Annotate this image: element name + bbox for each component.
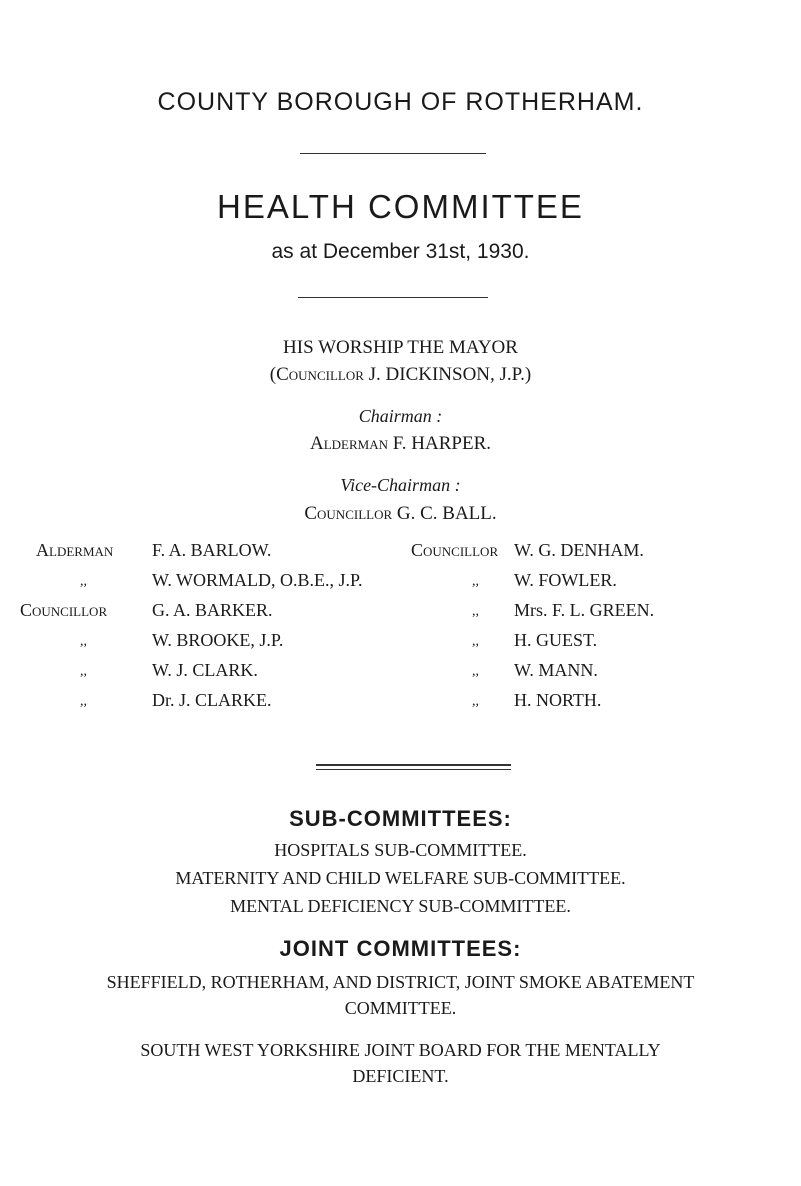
mayor-name: (Councillor J. DICKINSON, J.P.) bbox=[269, 364, 532, 385]
committee-title: HEALTH COMMITTEE bbox=[217, 188, 584, 225]
member-name: F. A. BARLOW. bbox=[152, 540, 272, 560]
vice-chairman-label: Vice-Chairman : bbox=[340, 475, 461, 495]
member-row bbox=[0, 570, 801, 594]
ditto-mark: ,, bbox=[472, 634, 479, 649]
sub-committees-heading: SUB-COMMITTEES: bbox=[289, 806, 512, 831]
mayor-title: HIS WORSHIP THE MAYOR bbox=[283, 337, 518, 358]
member-name: W. J. CLARK. bbox=[152, 660, 258, 680]
member-name: G. A. BARKER. bbox=[152, 600, 273, 620]
chairman-label: Chairman : bbox=[358, 406, 443, 426]
double-divider bbox=[316, 764, 511, 766]
divider bbox=[298, 297, 488, 298]
member-name: Dr. J. CLARKE. bbox=[152, 690, 272, 710]
member-row bbox=[0, 630, 801, 654]
double-divider bbox=[316, 769, 511, 770]
joint-committee-item: SOUTH WEST YORKSHIRE JOINT BOARD FOR THE MENTALLY bbox=[140, 1040, 661, 1060]
member-row bbox=[0, 690, 801, 714]
ditto-mark: ,, bbox=[80, 664, 87, 679]
sub-committee-item: MATERNITY AND CHILD WELFARE SUB-COMMITTEE. bbox=[175, 868, 626, 888]
borough-title: COUNTY BOROUGH OF ROTHERHAM. bbox=[157, 88, 644, 116]
member-row bbox=[0, 600, 801, 624]
ditto-mark: ,, bbox=[80, 574, 87, 589]
ditto-mark: ,, bbox=[80, 694, 87, 709]
member-name: W. MANN. bbox=[514, 660, 598, 680]
member-title: Alderman bbox=[36, 540, 114, 560]
member-title: Councillor bbox=[20, 600, 108, 620]
member-row bbox=[0, 540, 801, 564]
joint-committee-item: COMMITTEE. bbox=[344, 998, 457, 1018]
sub-committee-item: HOSPITALS SUB-COMMITTEE. bbox=[274, 840, 527, 860]
member-row bbox=[0, 660, 801, 684]
member-name: W. G. DENHAM. bbox=[514, 540, 644, 560]
member-title: Councillor bbox=[411, 540, 499, 560]
ditto-mark: ,, bbox=[472, 574, 479, 589]
sub-committee-item: MENTAL DEFICIENCY SUB-COMMITTEE. bbox=[230, 896, 571, 916]
joint-committees-heading: JOINT COMMITTEES: bbox=[279, 936, 522, 961]
joint-committee-item: DEFICIENT. bbox=[352, 1066, 449, 1086]
ditto-mark: ,, bbox=[472, 604, 479, 619]
ditto-mark: ,, bbox=[472, 664, 479, 679]
chairman-name: Alderman F. HARPER. bbox=[309, 433, 491, 454]
joint-committee-item: SHEFFIELD, ROTHERHAM, AND DISTRICT, JOINT SMOKE ABATEMENT bbox=[106, 972, 695, 992]
ditto-mark: ,, bbox=[80, 634, 87, 649]
date-line: as at December 31st, 1930. bbox=[271, 240, 530, 263]
divider bbox=[300, 153, 486, 154]
member-name: W. BROOKE, J.P. bbox=[152, 630, 284, 650]
member-name: H. NORTH. bbox=[514, 690, 602, 710]
ditto-mark: ,, bbox=[472, 694, 479, 709]
vice-chairman-name: Councillor G. C. BALL. bbox=[304, 503, 497, 524]
member-name: H. GUEST. bbox=[514, 630, 598, 650]
member-name: W. WORMALD, O.B.E., J.P. bbox=[152, 570, 363, 590]
member-name: Mrs. F. L. GREEN. bbox=[514, 600, 655, 620]
member-name: W. FOWLER. bbox=[514, 570, 617, 590]
